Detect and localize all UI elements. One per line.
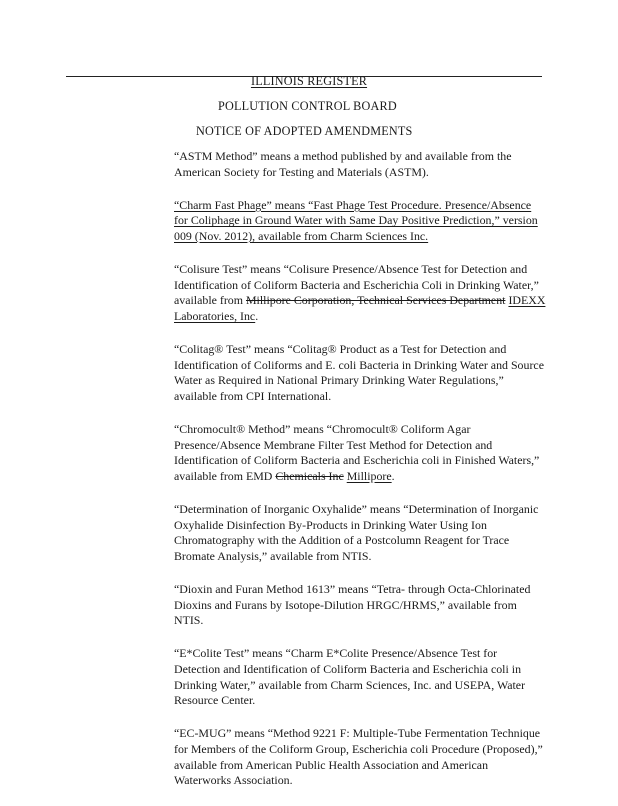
definition-ecolite: “E*Colite Test” means “Charm E*Colite Presence/Absence Test for Detection and Identification of Coliform Bacteria and Escherichia coli in Drinking Water,” available from Charm Sciences, Inc. and USEPA, Water Resource Center. [174, 646, 526, 708]
register-title: ILLINOIS REGISTER [250, 74, 368, 88]
definition-inorganic-oxyhalide: “Determination of Inorganic Oxyhalide” means “Determination of Inorganic Oxyhalide Disinfection By-Products in Drinking Water Using Ion Chromatography with the Addition of a Postcolumn Reagent for Trace Bromate Analysis,” available from NTIS. [174, 502, 539, 563]
inserted-text: Millipore [346, 468, 392, 483]
definition-astm: “ASTM Method” means a method published by and available from the American Society for Testing and Materials (ASTM). [174, 149, 512, 179]
inserted-text: “Charm Fast Phage” means “Fast Phage Test Procedure. Presence/Absence for Coliphage in Ground Water with Same Day Positive Prediction,” version 009 (Nov. 2012), available from Charm Sciences Inc. [174, 197, 538, 243]
notice-title: NOTICE OF ADOPTED AMENDMENTS [196, 124, 413, 138]
definition-dioxin-furan: “Dioxin and Furan Method 1613” means “Tetra- through Octa-Chlorinated Dioxins and Furans by Isotope-Dilution HRGC/HRMS,” available from NTIS. [174, 582, 531, 628]
definition-ec-mug: “EC-MUG” means “Method 9221 F: Multiple-Tube Fermentation Technique for Members of the Coliform Group, Escherichia coli Procedure (Proposed),” available from American Public Health Association and American Waterworks Association. [174, 726, 543, 788]
definition-text: . [391, 468, 395, 483]
definition-colisure [174, 262, 546, 324]
deleted-text: Millipore Corporation, Technical Services Department [245, 293, 506, 308]
deleted-text: Chemicals Inc [275, 468, 344, 483]
inserted-text: IDEXX Laboratories, Inc [174, 293, 546, 323]
definition-text: “Colisure Test” means “Colisure Presence/Absence Test for Detection and Identification of Coliform Bacteria and Escherichia Coli in Drinking Water,” available from [174, 262, 539, 308]
definition-chromocult [174, 422, 546, 484]
definitions-list [174, 149, 546, 806]
definition-text: “Chromocult® Method” means “Chromocult® Coliform Agar Presence/Absence Membrane Filter Test Method for Detection and Identification of Coliform Bacteria and Escherichia coli in Finished Waters,” available from EMD [174, 422, 540, 483]
definition-colitag: “Colitag® Test” means “Colitag® Product as a Test for Detection and Identification of Coliforms and E. coli Bacteria in Drinking Water and Source Water as Required in National Primary Drinking Water Regulations,” available from CPI International. [174, 342, 544, 403]
board-title: POLLUTION CONTROL BOARD [218, 99, 397, 113]
definition-charm-fast-phage [174, 198, 546, 245]
definition-text: . [255, 308, 259, 323]
